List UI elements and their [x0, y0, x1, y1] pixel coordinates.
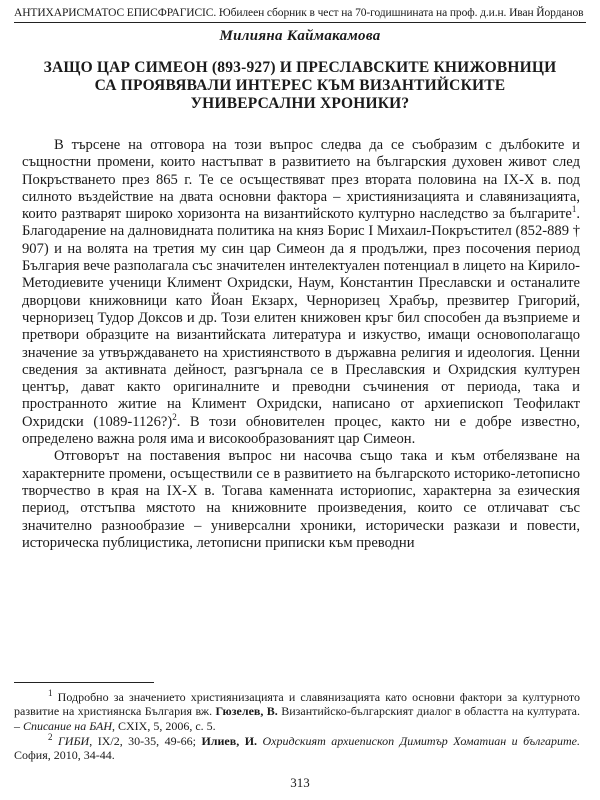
footnote-2-author: Илиев, И. — [201, 733, 258, 748]
footnote-2-number: 2 — [48, 731, 53, 742]
footnote-2-tail: София, 2010, 34-44. — [14, 748, 115, 763]
footnote-2 — [14, 731, 581, 763]
article-author: Милияна Каймакамова — [219, 28, 381, 44]
footnote-2-title: Охридският архиепископ Димитър Хоматиан и българите. — [257, 733, 581, 748]
footnote-1 — [14, 690, 580, 733]
paragraph-1-part-c: . В този обновителен процес, както ни е добре известно, определено важна роля има и високообразованият цар Симеон. — [22, 413, 580, 448]
footnote-1-number: 1 — [48, 688, 53, 698]
paragraph-1-part-a: В търсене на отговора на този въпрос следва да се съобразим с дълбоките и същностни промени, които настъпват в развитието на българския духовен живот след Покръстването през 865 г. Те се осъществяват през втората половина на IX-X в. под силното въздействие на двата основни фактора – християнизацията и славянизацията, които разтварят широко хоризонта на византийското културно наследство за българите — [22, 137, 580, 223]
paragraph-1-part-b: . Благодарение на далновидната политика на княз Борис I Михаил-Покръстител (852-889 † 907) и на волята на третия му син цар Симеон да я продължи, през посочения период България вече разполагала със значителен интелектуален потенциал в лицето на Кирило-Методиевите ученици Климент Охридски, Наум, Константин Преславски и останалите дворцови книжовници като Йоан Екзарх, Черноризец Храбър, презвитер Григорий, черноризец Тудор Доксов и др. Този елитен книжовен кръг бил способен да възприеме и претвори образците на византийската литература и изкуство, имащи основополагащо значение за утвърждаването на християнството в държавна религия и идеология. Ценни сведения за активната дейност, разгърнала се в Преславския и Охридския културен център, дават както оригиналните и преводни съчинения от периода, така и пространното житие на Климент Охридски, написано от архиепископ Теофилакт Охридски (1089-1126?) — [22, 206, 580, 430]
footnote-2-ref: , IX/2, 30-35, 49-66; — [89, 733, 202, 748]
footnote-1-tail: , CXIX, 5, 2006, с. 5. — [112, 718, 216, 733]
page-number: 313 — [290, 775, 310, 790]
article-title: ЗАЩО ЦАР СИМЕОН (893-927) И ПРЕСЛАВСКИТЕ КНИЖОВНИЦИ СА ПРОЯВЯВАЛИ ИНТЕРЕС КЪМ ВИЗАНТИЙСКИТЕ УНИВЕРСАЛНИ ХРОНИКИ? — [43, 59, 557, 112]
paragraph-2: Отговорът на поставения въпрос ни насочва също така и към отбелязване на характерните промени, осъществили се в развитието на българското историко-летописно творчество в края на IX-X в. Тогава каменната историопис, характерна за езическия период, отстъпва мястото на книжовните произведения, които се отличават със значително разнообразие – универсални хроники, исторически разкази и повести, историческа публицистика, летописни приписки към преводни — [22, 448, 580, 551]
header-rule — [14, 22, 586, 23]
footnote-1-source: Списание на БАН — [23, 718, 113, 733]
footnote-ref-2[interactable]: 2 — [172, 411, 177, 422]
footnote-ref-1[interactable]: 1 — [571, 204, 577, 215]
footnotes — [14, 690, 580, 762]
footnote-rule — [14, 682, 154, 683]
footnote-1-text: Подробно за значението християнизацията и славянизацията като основни фактори за културното развитие на християнска България вж. — [14, 690, 580, 719]
footnote-1-author: Гюзелев, В. — [215, 704, 278, 719]
running-header: АНТИХАРИСМАТОС ЕПИСФРАГИСІС. Юбилеен сборник в чест на 70-годишнината на проф. д.и.н. Иван Йорданов — [14, 7, 584, 19]
paragraph-1 — [22, 137, 580, 448]
article-body — [14, 137, 586, 552]
footnote-1-title: Византийско-българският диалог в областта на културата. – — [14, 704, 581, 733]
footnote-2-source: ГИБИ — [52, 733, 90, 748]
